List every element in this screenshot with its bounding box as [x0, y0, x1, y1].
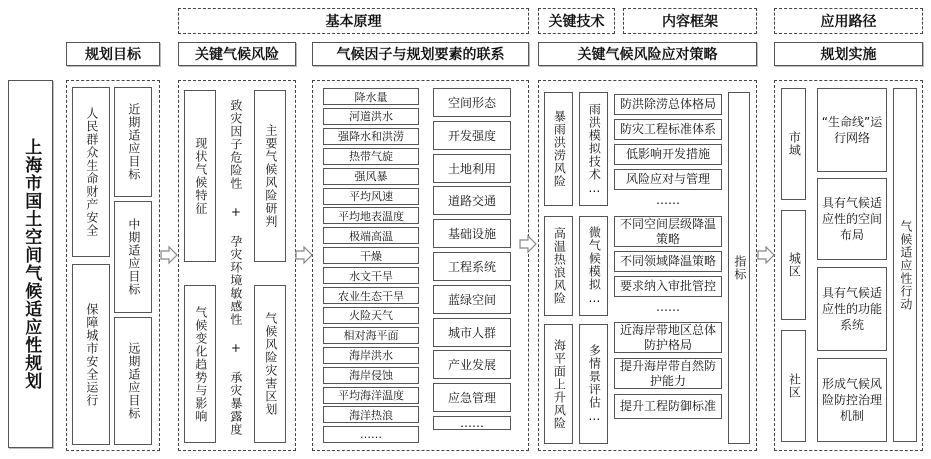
arrow-right-icon: [756, 245, 776, 265]
planning-element-item: ……: [433, 416, 511, 430]
climate-factor-item: 平均风速: [323, 188, 419, 205]
strategy-item-flood: 风险应对与管理: [614, 169, 722, 190]
planning-element-item: 空间形态: [433, 88, 511, 117]
level-city-region: [781, 88, 806, 200]
climate-factor-item: ……: [323, 426, 419, 443]
section-planning-goal: [66, 42, 160, 66]
climate-factor-item: 干燥: [323, 247, 419, 264]
climate-factor-item: 海岸侵蚀: [323, 367, 419, 384]
risk-current-text: 现状气候特征: [193, 137, 208, 215]
impl-lifeline-text: “生命线”运行网络: [821, 115, 883, 145]
tech-heat: [579, 216, 608, 316]
tech-sea: [579, 324, 608, 444]
level-urban-district: [781, 210, 806, 320]
header-basic-principle-text: 基本原理: [325, 14, 382, 30]
risk-trend-text: 气候变化趋势与影响: [193, 305, 208, 423]
header-app-path: [774, 8, 923, 34]
strategy-item-flood: 防洪除涝总体格局: [614, 94, 722, 115]
climate-factor-item: 极端高温: [323, 227, 419, 244]
impl-functional-system: [817, 267, 887, 351]
strategy-item-heat: 不同领域降温策略: [614, 251, 722, 272]
planning-element-item: 道路交通: [433, 186, 511, 215]
header-basic-principle: [178, 8, 529, 34]
impl-functional-system-text: 具有气候适应性的功能系统: [821, 286, 882, 332]
impl-action-text: 气候适应性行动: [898, 219, 913, 311]
risk-current: [184, 90, 216, 262]
climate-factor-item: 强降水和洪涝: [323, 128, 419, 145]
risk-hazard-text: 致灾因子危险性 + 孕灾环境敏感性 + 承灾暴露度: [228, 98, 243, 436]
strategy-item-sea: 近海岸带地区总体防护格局: [614, 322, 722, 353]
tech-flood-text: 雨洪模拟技术…: [587, 102, 602, 196]
climate-factor-item: 海洋热浪: [323, 406, 419, 423]
risk-heat: [544, 216, 573, 316]
risk-research-text: 主要气候风险研判: [263, 124, 278, 228]
climate-factor-item: 河道洪水: [323, 108, 419, 125]
main-title-box: [8, 80, 53, 448]
risk-flood-text: 暴雨洪涝风险: [552, 110, 567, 188]
tech-heat-text: 微气候模拟…: [587, 226, 602, 306]
tech-sea-text: 多情景评估…: [587, 344, 602, 424]
climate-factor-item: 海岸洪水: [323, 347, 419, 364]
planning-element-item: 工程系统: [433, 252, 511, 281]
risk-flood: [544, 92, 573, 206]
goal-near-text: 近期适应目标: [126, 103, 141, 181]
planning-element-item: 蓝绿空间: [433, 285, 511, 314]
risk-sea-text: 海平面上升风险: [552, 338, 567, 430]
header-key-tech-text: 关键技术: [548, 14, 605, 30]
level-city-region-text: 市域: [787, 131, 802, 157]
indicator-box: [728, 92, 750, 444]
arrow-right-icon: [518, 234, 538, 254]
main-title: 上海市国土空间气候适应性规划: [21, 138, 42, 390]
planning-element-item: 土地利用: [433, 154, 511, 183]
strategy-item-flood: 低影响开发措施: [614, 144, 722, 165]
section-strategy-text: 关键气候风险应对策略: [577, 47, 718, 63]
climate-factor-item: 强风暴: [323, 168, 419, 185]
planning-element-item: 基础设施: [433, 219, 511, 248]
strategy-item-heat: 要求纳入审批管控: [614, 276, 722, 297]
planning-element-item: 开发强度: [433, 121, 511, 150]
goal-city: [72, 264, 110, 445]
climate-factor-item: 农业生态干旱: [323, 287, 419, 304]
level-urban-district-text: 城区: [787, 252, 802, 278]
impl-governance: [817, 358, 887, 442]
section-strategy: [538, 42, 757, 66]
header-content-frame: [623, 8, 757, 34]
risk-hazard: [218, 92, 252, 442]
planning-element-item: 应急管理: [433, 383, 511, 412]
risk-heat-text: 高温热浪风险: [552, 227, 567, 305]
planning-element-item: 城市人群: [433, 318, 511, 347]
header-app-path-text: 应用路径: [820, 14, 877, 30]
goal-far: [114, 317, 152, 445]
header-content-frame-text: 内容框架: [662, 14, 718, 30]
arrow-right-icon: [159, 245, 179, 265]
section-key-risk: [178, 42, 296, 66]
section-implementation-text: 规划实施: [820, 47, 877, 63]
goal-mid: [114, 201, 152, 313]
goal-far-text: 远期适应目标: [126, 342, 141, 420]
section-factor-relation: [312, 42, 529, 66]
climate-factor-item: 平均地表温度: [323, 207, 419, 224]
climate-factor-item: 热带气旋: [323, 148, 419, 165]
strategy-item-flood: ……: [614, 194, 722, 206]
planning-element-item: 产业发展: [433, 350, 511, 379]
risk-zoning: [254, 285, 286, 443]
climate-factor-item: 火险天气: [323, 307, 419, 324]
strategy-item-heat: 不同空间层级降温策略: [614, 216, 722, 247]
risk-sea: [544, 324, 573, 444]
goal-mid-text: 中期适应目标: [126, 218, 141, 296]
impl-spatial-layout-text: 具有气候适应性的空间布局: [821, 196, 882, 242]
tech-flood: [579, 92, 608, 206]
level-community: [781, 330, 806, 442]
strategy-item-flood: 防灾工程标准体系: [614, 119, 722, 140]
impl-spatial-layout: [817, 178, 887, 260]
section-implementation: [774, 42, 923, 66]
level-community-text: 社区: [787, 373, 802, 399]
strategy-item-heat: ……: [614, 301, 722, 313]
header-key-tech: [538, 8, 615, 34]
impl-governance-text: 形成气候风险防控治理机制: [821, 377, 882, 423]
strategy-item-sea: 提升海岸带自然防护能力: [614, 358, 722, 389]
goal-people: [72, 87, 110, 257]
goal-people-text: 人民群众生命财产安全: [84, 107, 99, 237]
climate-factor-item: 降水量: [323, 88, 419, 105]
goal-near: [114, 87, 152, 197]
climate-factor-item: 平均海洋温度: [323, 387, 419, 404]
section-planning-goal-text: 规划目标: [85, 47, 141, 63]
risk-trend: [184, 285, 216, 443]
impl-action: [893, 88, 917, 442]
climate-factor-item: 水文干旱: [323, 267, 419, 284]
section-factor-relation-text: 气候因子与规划要素的联系: [336, 47, 505, 63]
section-key-risk-text: 关键气候风险: [195, 47, 279, 63]
goal-city-text: 保障城市安全运行: [84, 302, 99, 407]
arrow-right-icon: [294, 245, 314, 265]
risk-zoning-text: 气候风险灾害区划: [263, 312, 278, 416]
strategy-item-sea: 提升工程防御标准: [614, 394, 722, 419]
indicator-text: 指标: [732, 255, 747, 281]
climate-factor-item: 相对海平面: [323, 327, 419, 344]
impl-lifeline: [817, 88, 887, 172]
risk-research: [254, 90, 286, 262]
